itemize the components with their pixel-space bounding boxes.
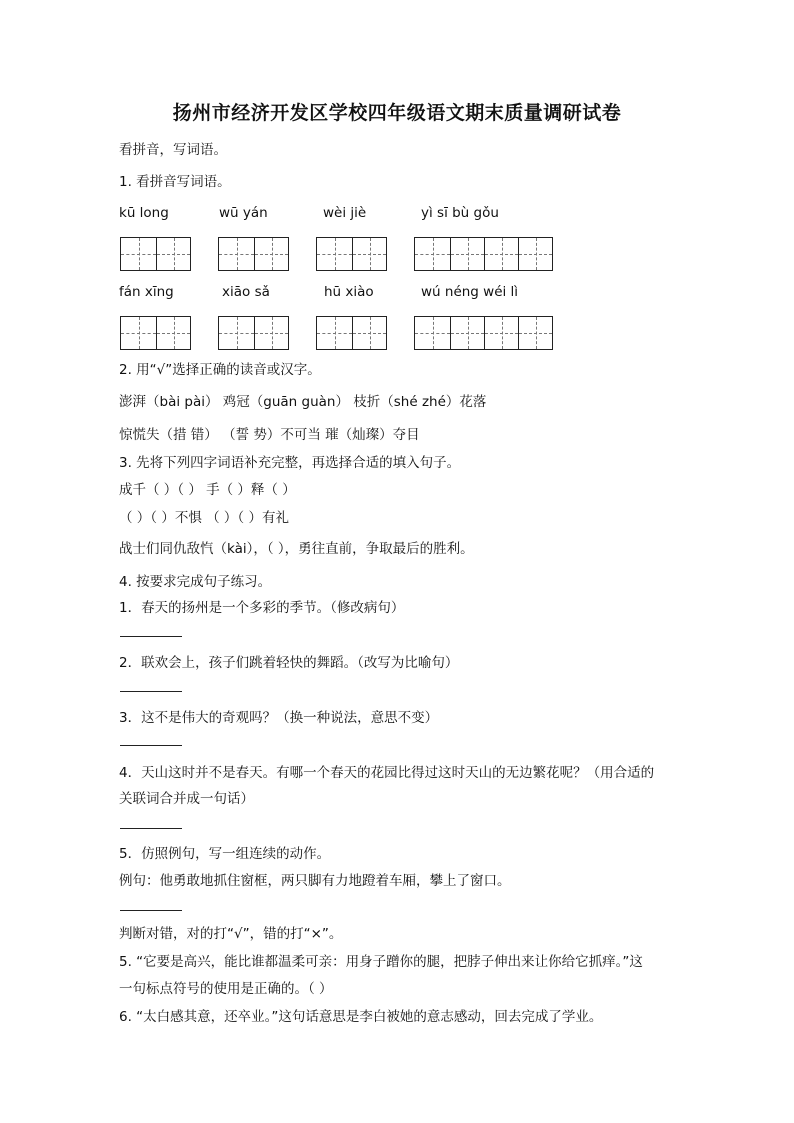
answer-blank[interactable] <box>120 691 182 692</box>
writing-grid[interactable] <box>120 237 191 271</box>
pinyin-label: wū yán <box>219 205 268 221</box>
writing-grid[interactable] <box>316 316 387 350</box>
q2-line: 澎湃（bài pài） 鸡冠（guān guàn） 枝折（shé zhé）花落 <box>119 394 487 410</box>
q4-item: 2．联欢会上，孩子们跳着轻快的舞蹈。（改写为比喻句） <box>119 655 459 671</box>
q2-heading: 2. 用“√”选择正确的读音或汉字。 <box>119 362 321 378</box>
grid-cell[interactable] <box>219 317 254 349</box>
writing-grid[interactable] <box>414 237 553 271</box>
pinyin-label: xiāo sǎ <box>222 284 270 300</box>
grid-cell[interactable] <box>450 238 484 270</box>
judge-q5: 5. “它要是高兴，能比谁都温柔可亲：用身子蹭你的腿，把脖子伸出来让你给它抓痒。”这 <box>119 954 643 970</box>
writing-grid[interactable] <box>218 237 289 271</box>
q2-line: 惊慌失（措 错） （誓 势）不可当 璀（灿璨）夺目 <box>119 427 420 443</box>
section-instruction: 看拼音，写词语。 <box>119 142 227 158</box>
writing-grid[interactable] <box>218 316 289 350</box>
q4-example: 例句：他勇敢地抓住窗框，两只脚有力地蹬着车厢，攀上了窗口。 <box>119 873 511 889</box>
judge-q6: 6. “太白感其意，还卒业。”这句话意思是李白被她的意志感动，回去完成了学业。 <box>119 1009 603 1025</box>
pinyin-label: kū long <box>119 205 169 221</box>
pinyin-label: fán xīng <box>119 284 174 300</box>
grid-cell[interactable] <box>156 317 190 349</box>
grid-cell[interactable] <box>484 238 518 270</box>
grid-cell[interactable] <box>450 317 484 349</box>
pinyin-label: yì sī bù gǒu <box>421 205 499 221</box>
grid-cell[interactable] <box>317 238 352 270</box>
grid-cell[interactable] <box>518 317 552 349</box>
answer-blank[interactable] <box>120 745 182 746</box>
writing-grid[interactable] <box>414 316 553 350</box>
page-title: 扬州市经济开发区学校四年级语文期末质量调研试卷 <box>172 102 622 124</box>
q4-item: 4．天山这时并不是春天。有哪一个春天的花园比得过这时天山的无边繁花呢？（用合适的 <box>119 765 655 781</box>
grid-cell[interactable] <box>156 238 190 270</box>
grid-cell[interactable] <box>484 317 518 349</box>
q3-line: 成千（ ）（ ） 手（ ）释（ ） <box>119 482 296 498</box>
writing-grid[interactable] <box>120 316 191 350</box>
q4-item: 1．春天的扬州是一个多彩的季节。（修改病句） <box>119 600 405 616</box>
grid-cell[interactable] <box>121 317 156 349</box>
grid-cell[interactable] <box>415 317 450 349</box>
pinyin-label: wèi jiè <box>323 205 367 221</box>
judge-q5-cont: 一句标点符号的使用是正确的。（ ） <box>119 981 333 997</box>
q4-item: 关联词合并成一句话） <box>119 791 254 807</box>
grid-cell[interactable] <box>352 238 386 270</box>
pinyin-label: wú néng wéi lì <box>421 284 519 300</box>
grid-cell[interactable] <box>254 317 288 349</box>
q4-heading: 4. 按要求完成句子练习。 <box>119 574 272 590</box>
q3-line: （ ）（ ）不惧 （ ）（ ）有礼 <box>119 510 289 526</box>
grid-cell[interactable] <box>219 238 254 270</box>
grid-cell[interactable] <box>415 238 450 270</box>
q3-heading: 3. 先将下列四字词语补充完整，再选择合适的填入句子。 <box>119 455 461 471</box>
answer-blank[interactable] <box>120 910 182 911</box>
grid-cell[interactable] <box>254 238 288 270</box>
grid-cell[interactable] <box>317 317 352 349</box>
q4-item: 5．仿照例句，写一组连续的动作。 <box>119 846 331 862</box>
q1-heading: 1. 看拼音写词语。 <box>119 174 231 190</box>
answer-blank[interactable] <box>120 828 182 829</box>
grid-cell[interactable] <box>518 238 552 270</box>
judge-heading: 判断对错，对的打“√”，错的打“×”。 <box>119 926 343 942</box>
q3-line: 战士们同仇敌忾（kài），（ ），勇往直前，争取最后的胜利。 <box>119 541 474 557</box>
grid-cell[interactable] <box>352 317 386 349</box>
pinyin-label: hū xiào <box>324 284 374 300</box>
writing-grid[interactable] <box>316 237 387 271</box>
grid-cell[interactable] <box>121 238 156 270</box>
answer-blank[interactable] <box>120 636 182 637</box>
q4-item: 3．这不是伟大的奇观吗？（换一种说法，意思不变） <box>119 710 439 726</box>
